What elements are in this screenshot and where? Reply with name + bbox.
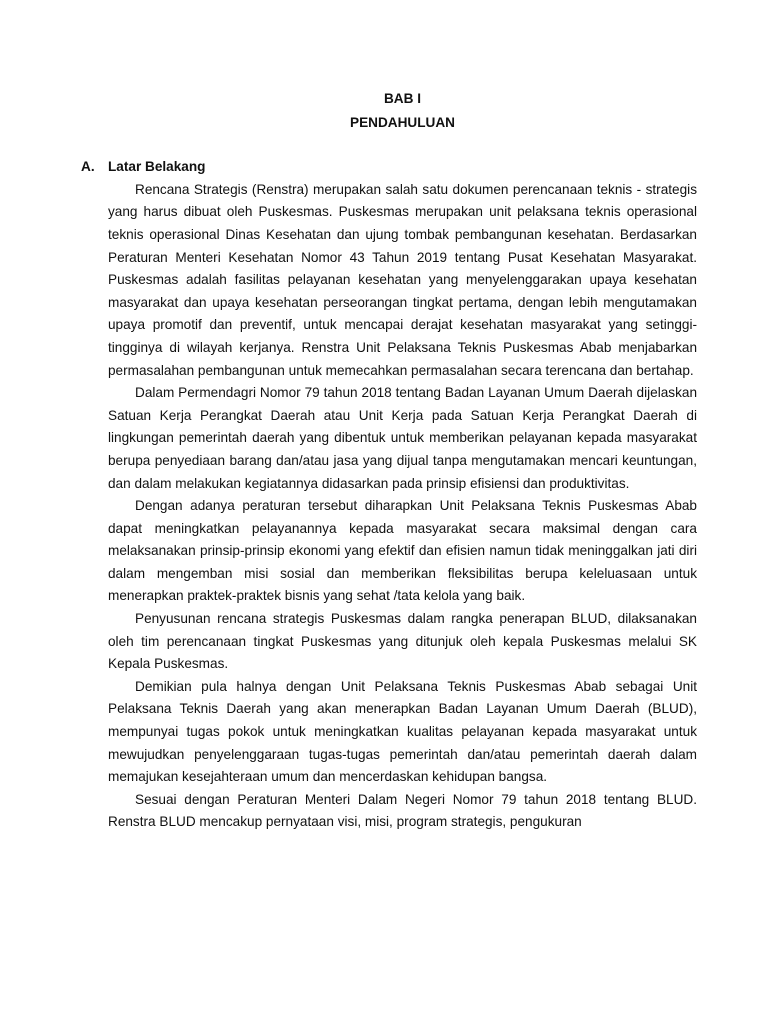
paragraph-1: Rencana Strategis (Renstra) merupakan salah satu dokumen perencanaan teknis - strategis yang harus dibuat oleh Puskesmas. Puskesmas merupakan unit pelaksana teknis operasional teknis operasional Dinas Kesehatan dan ujung tombak pembangunan kesehatan. Berdasarkan Peraturan Menteri Kesehatan Nomor 43 Tahun 2019 tentang Pusat Kesehatan Masyarakat. Puskesmas adalah fasilitas pelayanan kesehatan yang menyelenggarakan upaya kesehatan masyarakat dan upaya kesehatan perseorangan tingkat pertama, dengan lebih mengutamakan upaya promotif dan preventif, untuk mencapai derajat kesehatan masyarakat yang setinggi-tingginya di wilayah kerjanya. Renstra Unit Pelaksana Teknis Puskesmas Abab menjabarkan permasalahan pembangunan untuk memecahkan permasalahan secara terencana dan bertahap. — [108, 181, 697, 378]
paragraph-5: Demikian pula halnya dengan Unit Pelaksana Teknis Puskesmas Abab sebagai Unit Pelaksana Teknis Daerah yang akan menerapkan Badan Layanan Umum Daerah (BLUD), mempunyai tugas pokok untuk meningkatkan kualitas pelayanan kepada masyarakat untuk mewujudkan penyelenggaraan tugas-tugas pemerintah dan/atau pemerintah daerah dalam memajukan kesejahteraan umum dan mencerdaskan kehidupan bangsa. — [108, 678, 697, 785]
paragraph-6: Sesuai dengan Peraturan Menteri Dalam Negeri Nomor 79 tahun 2018 tentang BLUD. Renstra BLUD mencakup pernyataan visi, misi, program strategis, pengukuran — [108, 791, 697, 830]
section-letter: A. — [81, 159, 95, 175]
chapter-title: PENDAHULUAN — [350, 114, 455, 130]
section-heading — [81, 156, 697, 179]
section-title: Latar Belakang — [108, 159, 206, 175]
paragraph-2: Dalam Permendagri Nomor 79 tahun 2018 tentang Badan Layanan Umum Daerah dijelaskan Satuan Kerja Perangkat Daerah atau Unit Kerja pada Satuan Kerja Perangkat Daerah di lingkungan pemerintah daerah yang dibentuk untuk memberikan pelayanan kepada masyarakat berupa penyediaan barang dan/atau jasa yang dijual tanpa mengutamakan mencari keuntungan, dan dalam melakukan kegiatannya didasarkan pada prinsip efisiensi dan produktivitas. — [108, 385, 697, 491]
document-page — [81, 88, 697, 834]
paragraph-4: Penyusunan rencana strategis Puskesmas dalam rangka penerapan BLUD, dilaksanakan oleh tim perencanaan tingkat Puskesmas yang ditunjuk oleh kepala Puskesmas melalui SK Kepala Puskesmas. — [108, 611, 697, 672]
chapter-heading: BAB I — [383, 91, 421, 106]
paragraph-3: Dengan adanya peraturan tersebut diharapkan Unit Pelaksana Teknis Puskesmas Abab dapat meningkatkan pelayanannya kepada masyarakat secara maksimal dengan cara melaksanakan prinsip-prinsip ekonomi yang efektif dan efisien namun tidak meninggalkan jati diri dalam mengemban misi sosial dan memberikan fleksibilitas berupa keleluasaan untuk menerapkan praktek-praktek bisnis yang sehat /tata kelola yang baik. — [108, 498, 697, 604]
